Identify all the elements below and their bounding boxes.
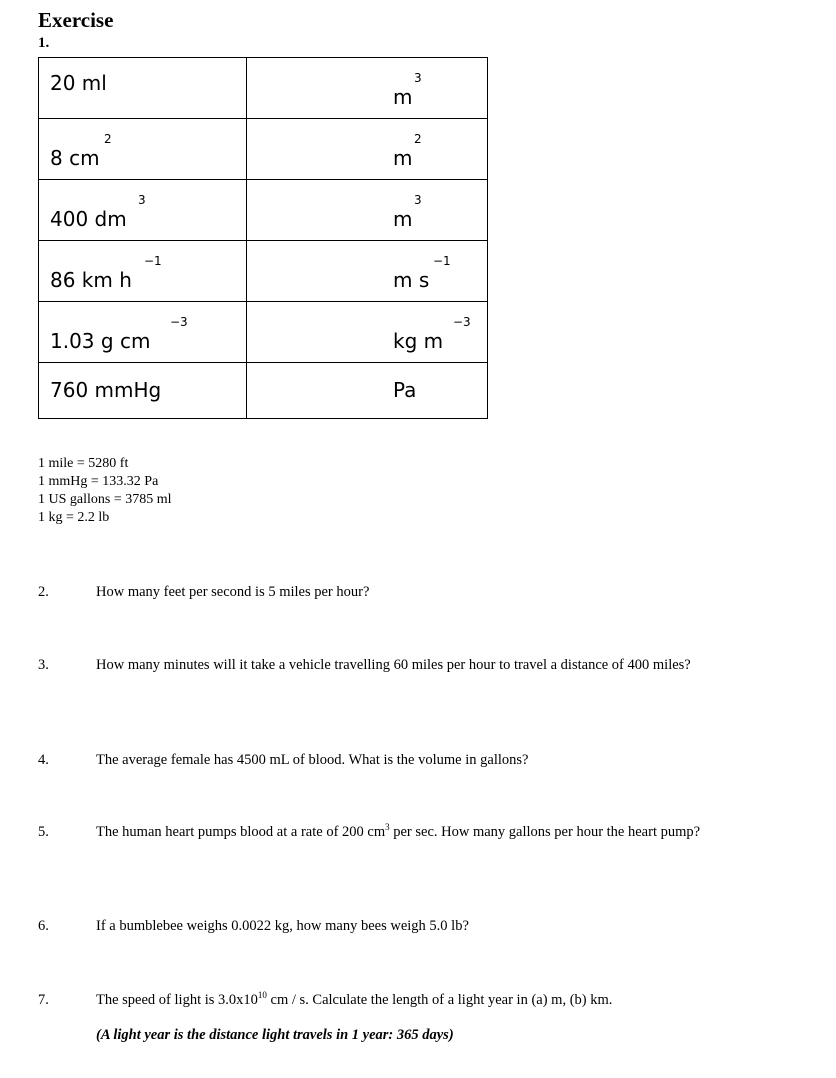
to-unit: m s	[393, 268, 430, 292]
table-row	[39, 241, 488, 302]
question-number: 3.	[38, 657, 49, 673]
from-cell	[39, 180, 247, 241]
conversion-facts	[38, 455, 172, 527]
to-unit: m	[393, 85, 413, 109]
table-row	[39, 119, 488, 180]
fact-line: 1 kg = 2.2 lb	[38, 510, 110, 525]
to-cell	[247, 119, 488, 180]
exercise-title: Exercise	[38, 8, 114, 32]
question-text: How many minutes will it take a vehicle travelling 60 miles per hour to travel a distance of 400 miles?	[96, 657, 691, 673]
question-number: 6.	[38, 918, 49, 934]
question-text: If a bumblebee weighs 0.0022 kg, how many bees weigh 5.0 lb?	[96, 918, 469, 934]
to-cell	[247, 58, 488, 119]
from-unit: 20 ml	[50, 71, 107, 95]
table-row	[39, 58, 488, 119]
question-number: 7.	[38, 992, 49, 1008]
to-unit: m	[393, 146, 413, 170]
from-cell	[39, 302, 247, 363]
from-unit: 86 km h	[50, 268, 132, 292]
from-unit: 760 mmHg	[50, 378, 162, 402]
fact-line: 1 mile = 5280 ft	[38, 456, 129, 471]
from-cell	[39, 119, 247, 180]
to-exponent: −1	[433, 254, 451, 268]
to-cell	[247, 363, 488, 419]
exercise-number-1: 1.	[38, 35, 50, 51]
from-unit: 8 cm	[50, 146, 100, 170]
question-number: 5.	[38, 824, 49, 840]
from-exponent: 2	[104, 132, 112, 146]
fact-line: 1 mmHg = 133.32 Pa	[38, 474, 159, 489]
to-exponent: 3	[414, 193, 422, 207]
to-exponent: −3	[453, 315, 471, 329]
table-row	[39, 302, 488, 363]
to-cell	[247, 180, 488, 241]
to-cell	[247, 241, 488, 302]
table-row	[39, 180, 488, 241]
fact-line: 1 US gallons = 3785 ml	[38, 492, 172, 507]
from-exponent: −3	[170, 315, 188, 329]
from-cell	[39, 241, 247, 302]
from-cell	[39, 363, 247, 419]
from-exponent: −1	[144, 254, 162, 268]
question-text: The human heart pumps blood at a rate of 200 $cm^3$ per sec. How many gallons per hour the heart pump?	[96, 822, 701, 840]
to-exponent: 3	[414, 71, 422, 85]
light-year-note: (A light year is the distance light travels in 1 year: 365 days)	[96, 1027, 454, 1043]
to-unit: m	[393, 207, 413, 231]
from-unit: 400 dm	[50, 207, 127, 231]
question-text: The speed of light is $3.0x10^{10}$ cm / s. Calculate the length of a light year in (a) m, (b) km.	[96, 990, 613, 1008]
question-text: The average female has 4500 mL of blood. What is the volume in gallons?	[96, 752, 529, 768]
conversion-table	[38, 57, 488, 419]
from-exponent: 3	[138, 193, 146, 207]
to-unit: Pa	[393, 378, 417, 402]
question-number: 4.	[38, 752, 49, 768]
to-unit: kg m	[393, 329, 444, 353]
question-number: 2.	[38, 584, 49, 600]
from-cell	[39, 58, 247, 119]
from-unit: 1.03 g cm	[50, 329, 151, 353]
table-row	[39, 363, 488, 419]
question-text: How many feet per second is 5 miles per hour?	[96, 584, 370, 600]
to-exponent: 2	[414, 132, 422, 146]
to-cell	[247, 302, 488, 363]
